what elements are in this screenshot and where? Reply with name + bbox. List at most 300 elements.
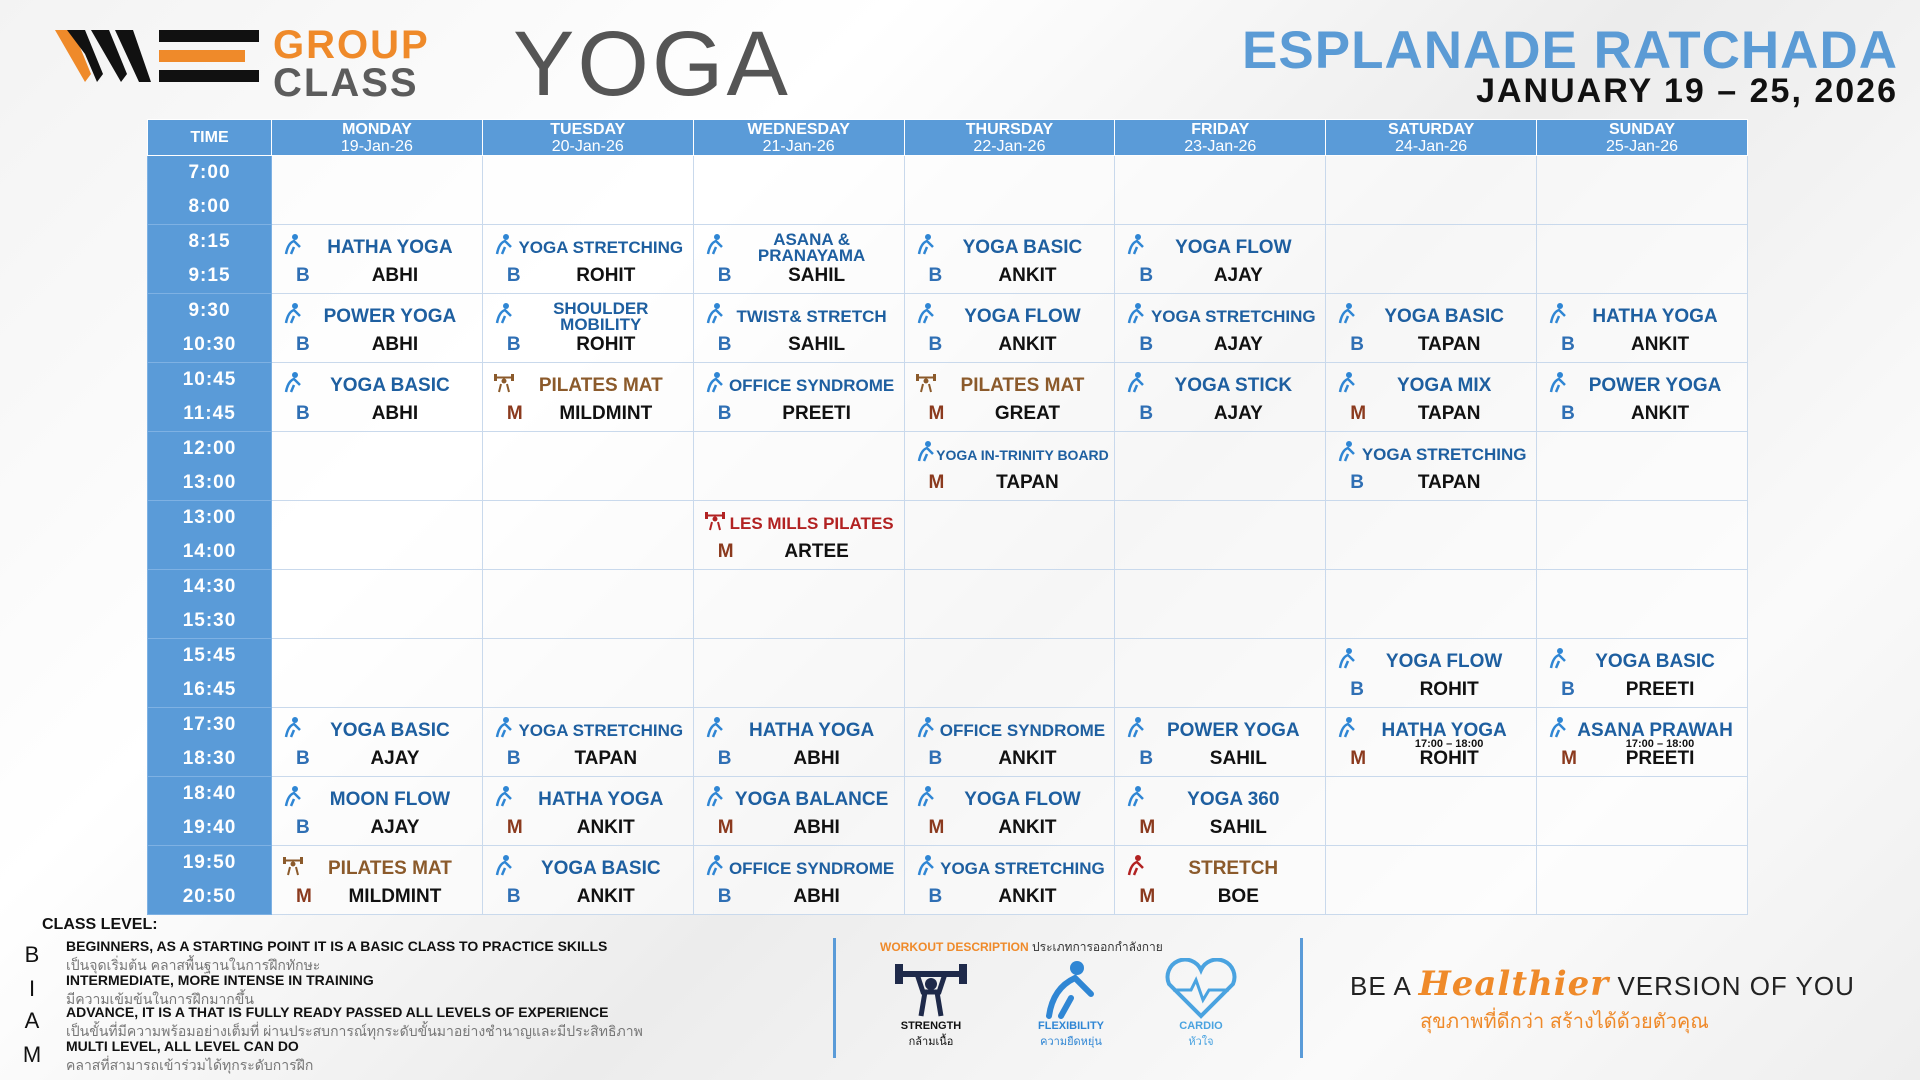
class-level-badge: B	[1139, 334, 1154, 355]
class-card[interactable]	[1326, 432, 1536, 500]
instructor-name: TAPAN	[574, 748, 638, 769]
class-slot	[1537, 294, 1748, 363]
class-card[interactable]	[1537, 639, 1747, 707]
class-card[interactable]	[272, 225, 482, 293]
class-level-badge: B	[928, 886, 943, 907]
flexibility-icon	[1125, 716, 1147, 738]
day-header-tuesday	[482, 120, 693, 156]
day-name: MONDAY	[342, 120, 412, 138]
cardio-label-th: หัวใจ	[1188, 1036, 1214, 1048]
time-slot	[148, 708, 272, 777]
class-level-badge: B	[1350, 334, 1364, 355]
time-slot	[148, 156, 272, 225]
class-level-badge: B	[506, 748, 521, 769]
flexibility-icon	[704, 233, 726, 255]
class-card[interactable]	[694, 225, 904, 293]
empty-slot	[272, 501, 483, 570]
empty-slot	[1537, 777, 1748, 846]
class-card[interactable]	[905, 432, 1115, 500]
day-date: 23-Jan-26	[1184, 137, 1257, 155]
empty-slot	[1115, 570, 1326, 639]
class-card[interactable]	[272, 846, 482, 914]
flexibility-icon	[1125, 233, 1147, 255]
class-level-badge: M	[928, 472, 945, 493]
time-start: 19:50	[182, 852, 237, 873]
time-start: 12:00	[182, 438, 237, 459]
day-name: WEDNESDAY	[747, 120, 850, 138]
class-level-badge: B	[1139, 748, 1154, 769]
empty-slot	[1537, 570, 1748, 639]
class-slot	[1115, 294, 1326, 363]
class-name: YOGA BASIC	[330, 720, 450, 741]
class-level-badge: B	[296, 265, 310, 286]
class-level-badge: B	[928, 334, 943, 355]
empty-slot	[482, 639, 693, 708]
legend-key: A	[24, 1008, 40, 1033]
instructor-name: SAHIL	[1209, 817, 1267, 838]
legend-text-th: เป็นจุดเริ่มต้น คลาสพื้นฐานในการฝึกทักษะ	[66, 957, 321, 973]
class-card[interactable]	[905, 225, 1115, 293]
time-start: 15:45	[182, 645, 237, 666]
class-slot	[272, 294, 483, 363]
empty-slot	[1326, 777, 1537, 846]
class-name: YOGA STRETCHING	[940, 859, 1105, 878]
class-level-badge: B	[1139, 403, 1154, 424]
class-card[interactable]	[905, 846, 1115, 914]
class-level-badge: M	[296, 886, 312, 907]
class-slot	[272, 225, 483, 294]
class-card[interactable]	[1115, 708, 1325, 776]
instructor-name: ROHIT	[576, 334, 636, 355]
schedule-body	[148, 156, 1748, 915]
day-header-saturday	[1326, 120, 1537, 156]
legend-text-en: ADVANCE, IT IS A THAT IS FULLY READY PASSED ALL LEVELS OF EXPERIENCE	[66, 1004, 609, 1020]
legend-item-b	[22, 938, 822, 972]
class-slot	[1115, 777, 1326, 846]
instructor-name: ABHI	[793, 886, 840, 907]
class-level-badge: B	[717, 886, 732, 907]
class-card[interactable]	[1115, 225, 1325, 293]
class-card[interactable]	[483, 708, 693, 776]
class-card[interactable]	[1115, 363, 1325, 431]
schedule-row	[148, 708, 1748, 777]
class-card[interactable]	[694, 501, 904, 569]
class-level-badge: B	[1139, 265, 1154, 286]
legend-text-th: เป็นขั้นที่มีความพร้อมอย่างเต็มที่ ผ่านประสบการณ์ทุกระดับขั้นมาอย่างชำนาญและมีประสิทธิภาพ	[66, 1023, 643, 1039]
class-name: PILATES MAT	[960, 375, 1085, 396]
class-name: YOGA MIX	[1396, 375, 1492, 396]
legend-key: I	[28, 976, 36, 1001]
instructor-name: TAPAN	[1417, 403, 1481, 424]
time-slot	[148, 363, 272, 432]
we-logo-icon	[55, 26, 265, 86]
empty-slot	[1537, 156, 1748, 225]
flexibility-label-th: ความยืดหยุ่น	[1040, 1036, 1102, 1048]
class-card[interactable]	[905, 363, 1115, 431]
time-end: 20:50	[182, 886, 237, 907]
instructor-name: AJAY	[1213, 403, 1263, 424]
cardio-label: CARDIO	[1179, 1020, 1223, 1032]
instructor-name: ANKIT	[998, 817, 1057, 838]
empty-slot	[482, 501, 693, 570]
class-name: YOGA STRETCHING	[518, 721, 684, 740]
class-card[interactable]	[483, 294, 693, 362]
class-name: YOGA FLOW	[964, 789, 1081, 810]
class-card[interactable]	[272, 363, 482, 431]
time-start: 9:30	[188, 300, 231, 321]
class-card[interactable]	[1115, 777, 1325, 845]
class-card[interactable]	[1115, 846, 1325, 914]
tagline-thai: สุขภาพที่ดีกว่า สร้างได้ด้วยตัวคุณ	[1420, 1011, 1709, 1033]
class-level-badge: B	[928, 748, 943, 769]
day-date: 25-Jan-26	[1606, 137, 1679, 155]
class-name: YOGA 360	[1187, 789, 1280, 810]
class-card[interactable]	[1537, 294, 1747, 362]
flexibility-icon	[1336, 440, 1358, 462]
legend-title: CLASS LEVEL:	[42, 916, 158, 933]
class-slot	[272, 708, 483, 777]
class-level-badge: B	[296, 817, 310, 838]
workout-title-en: WORKOUT DESCRIPTION	[880, 940, 1029, 954]
date-range: JANUARY 19 – 25, 2026	[1476, 72, 1898, 110]
day-header-friday	[1115, 120, 1326, 156]
instructor-name: ABHI	[371, 334, 419, 355]
empty-slot	[1326, 156, 1537, 225]
class-level-badge: B	[1561, 334, 1575, 355]
workout-title-th: ประเภทการออกกำลังกาย	[1032, 940, 1163, 954]
class-card[interactable]	[483, 363, 693, 431]
time-slot	[148, 570, 272, 639]
legend-item-m	[22, 1038, 822, 1072]
class-slot	[693, 294, 904, 363]
class-name: YOGA FLOW	[1175, 237, 1292, 258]
class-level-badge: B	[1350, 472, 1364, 493]
class-slot	[904, 294, 1115, 363]
flexibility-icon	[1125, 371, 1147, 393]
instructor-name: ANKIT	[998, 334, 1057, 355]
empty-slot	[693, 639, 904, 708]
class-level-badge: B	[1561, 679, 1575, 700]
time-end: 8:00	[188, 196, 231, 217]
instructor-name: ANKIT	[998, 748, 1057, 769]
class-level-badge: M	[928, 817, 945, 838]
strength-label: STRENGTH	[900, 1020, 962, 1032]
legend-key: B	[24, 942, 40, 967]
instructor-name: SAHIL	[1209, 748, 1267, 769]
class-level-badge: M	[928, 403, 945, 424]
class-card[interactable]	[694, 846, 904, 914]
empty-slot	[1537, 225, 1748, 294]
flexibility-icon	[493, 785, 515, 807]
class-card[interactable]	[1115, 294, 1325, 362]
schedule-row	[148, 363, 1748, 432]
instructor-name: ABHI	[793, 748, 840, 769]
empty-slot	[1537, 846, 1748, 915]
class-slot	[482, 225, 693, 294]
instructor-name: BOE	[1217, 886, 1259, 907]
flexibility-icon	[704, 371, 726, 393]
class-level-badge: M	[1561, 748, 1577, 769]
flexibility-icon	[1125, 785, 1147, 807]
class-level-badge: M	[506, 817, 523, 838]
group-text: GROUP	[273, 23, 430, 67]
class-level-badge: B	[296, 748, 310, 769]
yoga-wordmark: YOGA	[513, 13, 791, 115]
schedule-row	[148, 570, 1748, 639]
class-name: YOGA BALANCE	[734, 789, 889, 810]
class-name: POWER YOGA	[323, 306, 457, 327]
class-name: HATHA YOGA	[748, 720, 875, 741]
time-end: 19:40	[182, 817, 237, 838]
schedule-row	[148, 777, 1748, 846]
class-name: YOGA STRETCHING	[1361, 445, 1527, 464]
class-name: POWER YOGA	[1588, 375, 1722, 396]
class-slot	[904, 846, 1115, 915]
instructor-name: ABHI	[371, 403, 419, 424]
class-slot	[1115, 225, 1326, 294]
empty-slot	[1326, 570, 1537, 639]
flexibility-icon	[704, 302, 726, 324]
time-start: 7:00	[188, 162, 231, 183]
class-card[interactable]	[694, 363, 904, 431]
class-name: YOGA BASIC	[1595, 651, 1715, 672]
flexibility-icon	[282, 302, 304, 324]
class-slot	[693, 846, 904, 915]
flexibility-icon	[704, 785, 726, 807]
class-name: SHOULDER MOBILITY	[553, 299, 649, 334]
instructor-name: SAHIL	[788, 265, 846, 286]
instructor-name: ARTEE	[784, 541, 849, 562]
legend-text-en: BEGINNERS, AS A STARTING POINT IT IS A BASIC CLASS TO PRACTICE SKILLS	[66, 938, 608, 954]
class-level-badge: M	[1350, 748, 1367, 769]
class-card[interactable]	[905, 708, 1115, 776]
class-name: YOGA STRETCHING	[518, 238, 684, 257]
empty-slot	[1326, 501, 1537, 570]
time-end: 16:45	[182, 679, 237, 700]
day-header-monday	[272, 120, 483, 156]
time-slot	[148, 225, 272, 294]
instructor-name: AJAY	[1213, 265, 1263, 286]
legend-text-th: มีความเข้มข้นในการฝึกมากขึ้น	[66, 991, 254, 1007]
class-name: YOGA STICK	[1174, 375, 1293, 396]
class-card[interactable]	[1537, 363, 1747, 431]
time-start: 18:40	[182, 783, 237, 804]
workout-description	[833, 938, 1303, 1058]
empty-slot	[1326, 225, 1537, 294]
empty-slot	[904, 570, 1115, 639]
class-level-badge: B	[506, 265, 521, 286]
instructor-name: TAPAN	[1417, 472, 1481, 493]
flexibility-icon	[915, 440, 937, 462]
class-card[interactable]	[272, 708, 482, 776]
class-name: PILATES MAT	[538, 375, 663, 396]
instructor-name: AJAY	[370, 748, 420, 769]
class-name: ASANA PRAWAH	[1577, 720, 1733, 741]
time-end: 18:30	[182, 748, 237, 769]
schedule-row	[148, 639, 1748, 708]
flexibility-icon	[1547, 302, 1569, 324]
class-slot	[1326, 363, 1537, 432]
empty-slot	[272, 432, 483, 501]
empty-slot	[1537, 501, 1748, 570]
class-card[interactable]	[483, 225, 693, 293]
instructor-name: AJAY	[370, 817, 420, 838]
class-name: TWIST& STRETCH	[736, 307, 887, 326]
day-name: TUESDAY	[550, 120, 626, 138]
class-level-badge: M	[717, 817, 734, 838]
class-name: YOGA STRETCHING	[1150, 307, 1316, 326]
class-card[interactable]	[694, 777, 904, 845]
schedule-row	[148, 501, 1748, 570]
instructor-name: PREETI	[1625, 679, 1695, 700]
stretch-icon	[1125, 854, 1147, 876]
instructor-name: GREAT	[994, 403, 1060, 424]
class-time-note: 17:00 – 18:00	[1625, 738, 1695, 750]
class-level-badge: M	[1139, 886, 1156, 907]
class-card[interactable]	[483, 777, 693, 845]
workout-cardio	[1146, 958, 1256, 1050]
class-card[interactable]	[905, 294, 1115, 362]
time-start: 10:45	[182, 369, 237, 390]
empty-slot	[904, 501, 1115, 570]
instructor-name: ROHIT	[1419, 748, 1479, 769]
class-card[interactable]	[1326, 708, 1536, 776]
legend-key: M	[22, 1042, 42, 1067]
class-slot	[904, 777, 1115, 846]
schedule-header-row	[148, 120, 1748, 156]
tagline-pre: BE A	[1350, 971, 1411, 1001]
instructor-name: ABHI	[793, 817, 840, 838]
class-name: YOGA FLOW	[964, 306, 1081, 327]
flexibility-icon	[493, 302, 515, 324]
time-start: 13:00	[182, 507, 237, 528]
instructor-name: ABHI	[371, 265, 419, 286]
class-card[interactable]	[1326, 639, 1536, 707]
class-slot	[272, 777, 483, 846]
time-end: 11:45	[183, 403, 236, 424]
class-slot	[693, 363, 904, 432]
empty-slot	[693, 432, 904, 501]
class-card[interactable]	[483, 846, 693, 914]
class-level-badge: M	[506, 403, 523, 424]
legend-text-en: MULTI LEVEL, ALL LEVEL CAN DO	[66, 1038, 299, 1054]
empty-slot	[272, 639, 483, 708]
workout-flexibility	[1016, 958, 1126, 1050]
class-card[interactable]	[694, 708, 904, 776]
class-slot	[272, 846, 483, 915]
time-start: 17:30	[182, 714, 237, 735]
empty-slot	[1115, 639, 1326, 708]
strength-icon	[915, 371, 937, 393]
class-card[interactable]	[905, 777, 1115, 845]
class-level-badge: B	[1561, 403, 1575, 424]
class-card[interactable]	[1326, 294, 1536, 362]
instructor-name: MILDMINT	[348, 886, 442, 907]
class-level-badge: B	[296, 334, 310, 355]
class-slot	[1537, 708, 1748, 777]
empty-slot	[1115, 156, 1326, 225]
class-slot	[904, 432, 1115, 501]
class-name: ASANA & PRANAYAMA	[757, 230, 866, 265]
class-card[interactable]	[1537, 708, 1747, 776]
class-slot	[904, 363, 1115, 432]
strength-icon	[493, 371, 515, 393]
legend-text-th: คลาสที่สามารถเข้าร่วมได้ทุกระดับการฝึก	[66, 1057, 314, 1073]
class-name: HATHA YOGA	[1381, 720, 1507, 741]
class-card[interactable]	[272, 294, 482, 362]
flexibility-icon	[915, 785, 937, 807]
flexibility-icon	[282, 785, 304, 807]
class-slot	[693, 777, 904, 846]
instructor-name: ROHIT	[1419, 679, 1479, 700]
venue-title: ESPLANADE RATCHADA	[1242, 21, 1898, 80]
class-level-badge: M	[1139, 817, 1156, 838]
class-card[interactable]	[1326, 363, 1536, 431]
day-date: 24-Jan-26	[1395, 137, 1468, 155]
day-header-wednesday	[693, 120, 904, 156]
time-end: 13:00	[182, 472, 237, 493]
empty-slot	[272, 570, 483, 639]
class-level-badge: B	[506, 334, 521, 355]
flexibility-icon	[704, 854, 726, 876]
empty-slot	[1537, 432, 1748, 501]
class-slot	[1115, 846, 1326, 915]
class-level-badge: B	[928, 265, 943, 286]
empty-slot	[272, 156, 483, 225]
class-card[interactable]	[272, 777, 482, 845]
flexibility-icon	[1336, 716, 1358, 738]
instructor-name: ROHIT	[576, 265, 636, 286]
flexibility-icon	[1547, 371, 1569, 393]
class-name: MOON FLOW	[329, 789, 451, 810]
class-name: YOGA BASIC	[540, 858, 661, 879]
flexibility-icon	[282, 371, 304, 393]
class-slot	[904, 225, 1115, 294]
flexibility-icon	[915, 716, 937, 738]
instructor-name: PREETI	[1625, 748, 1695, 769]
instructor-name: MILDMINT	[559, 403, 653, 424]
class-level-badge: B	[717, 334, 732, 355]
class-text: CLASS	[273, 61, 419, 105]
schedule-row	[148, 432, 1748, 501]
class-name: OFFICE SYNDROME	[939, 721, 1106, 740]
class-slot	[482, 363, 693, 432]
instructor-name: ANKIT	[576, 817, 635, 838]
group-class-wordmark	[273, 23, 430, 105]
instructor-name: ANKIT	[998, 886, 1057, 907]
legend-item-i	[22, 972, 822, 1006]
class-level-badge: B	[717, 265, 732, 286]
class-card[interactable]	[694, 294, 904, 362]
strength-icon	[282, 854, 304, 876]
instructor-name: AJAY	[1213, 334, 1263, 355]
legend-text-en: INTERMEDIATE, MORE INTENSE IN TRAINING	[66, 972, 374, 988]
class-name: YOGA BASIC	[330, 375, 450, 396]
flexibility-icon	[1336, 647, 1358, 669]
tagline-post: VERSION OF YOU	[1617, 971, 1855, 1001]
class-slot	[904, 708, 1115, 777]
class-name: POWER YOGA	[1166, 720, 1300, 741]
flexibility-icon	[915, 302, 937, 324]
time-end: 15:30	[182, 610, 237, 631]
class-slot	[1326, 294, 1537, 363]
instructor-name: SAHIL	[788, 334, 846, 355]
cardio-icon	[1161, 958, 1241, 1020]
time-slot	[148, 777, 272, 846]
schedule-row	[148, 225, 1748, 294]
class-name: HATHA YOGA	[1592, 306, 1718, 327]
day-header-sunday	[1537, 120, 1748, 156]
